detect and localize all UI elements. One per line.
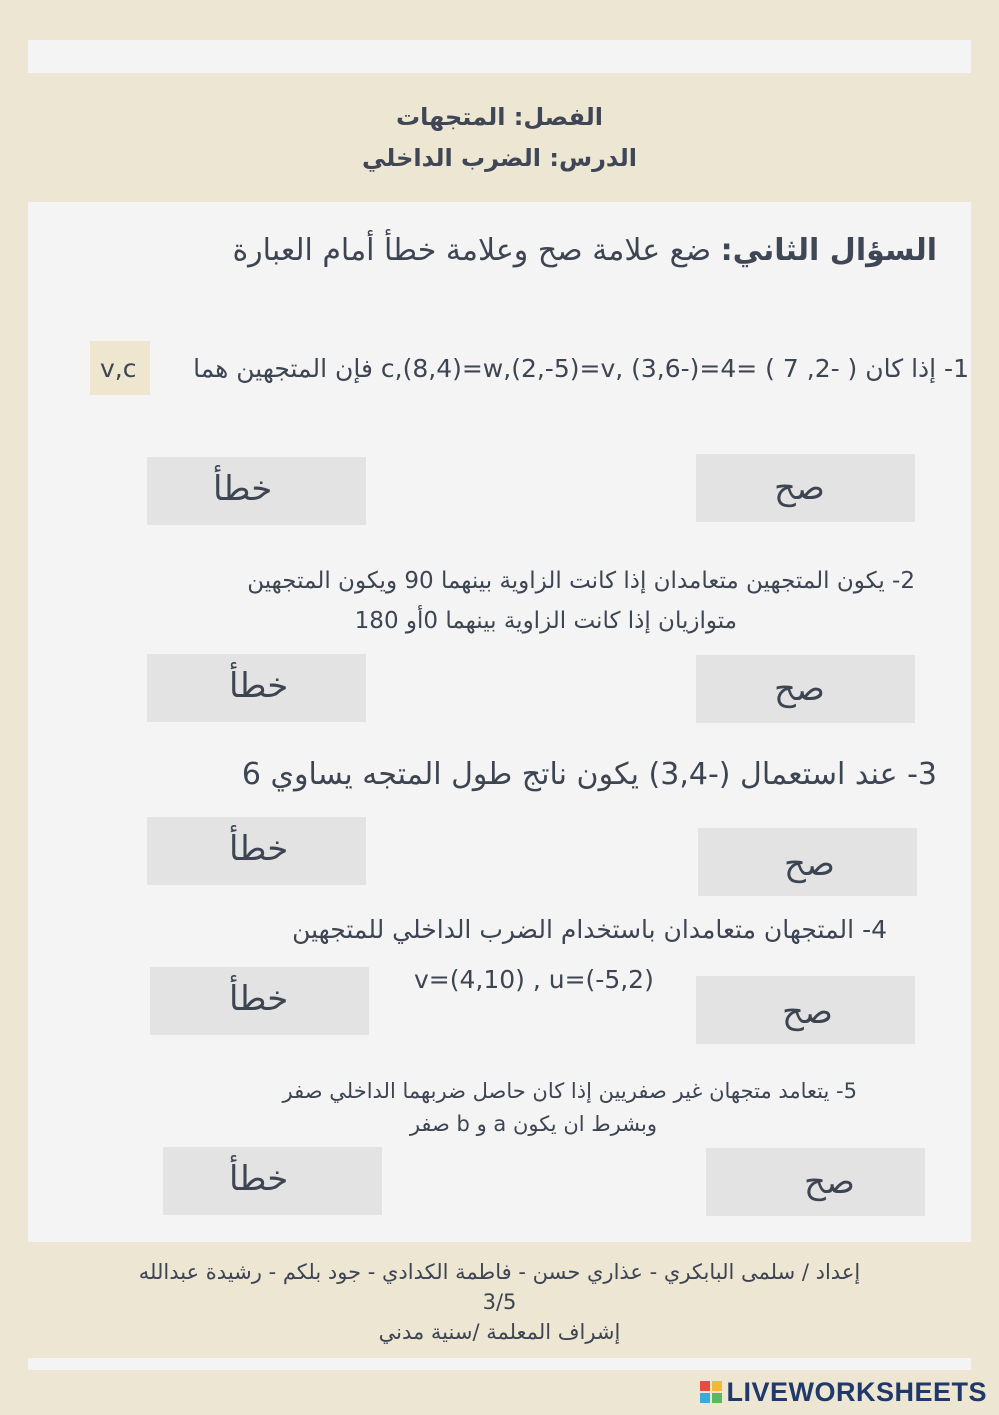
- item-3-false-button[interactable]: خطأ: [147, 817, 366, 885]
- authors-line: إعداد / سلمى البابكري - عذاري حسن - فاطمة الكدادي - جود بلكم - رشيدة عبدالله: [138, 1260, 861, 1284]
- item-1-text: 1- إذا كان ( -2, 7 ) =c,(8,4)=w,(2,-5)=v, (3,6-)=4 فإن المتجهين هما: [193, 354, 969, 383]
- item-3-text: 3- عند استعمال (-3,4) يكون ناتج طول المتجه يساوي 6: [241, 757, 937, 792]
- supervisor-line: إشراف المعلمة /سنية مدني: [378, 1320, 621, 1344]
- item-5-line-2: وبشرط ان يكون a و b صفر: [409, 1112, 657, 1136]
- item-1-true-button[interactable]: صح: [696, 454, 915, 522]
- item-1-false-button[interactable]: خطأ: [147, 457, 366, 525]
- logo-icon: [700, 1381, 722, 1403]
- liveworksheets-logo[interactable]: [700, 1376, 987, 1408]
- item-2-false-button[interactable]: خطأ: [147, 654, 366, 722]
- top-strip: [28, 40, 971, 73]
- item-4-line-1: 4- المتجهان متعامدان باستخدام الضرب الداخلي للمتجهين: [292, 915, 887, 944]
- item-4-line-2: v=(4,10) , u=(-5,2): [414, 965, 654, 994]
- item-2-true-button[interactable]: صح: [696, 655, 915, 723]
- lesson-title: الدرس: الضرب الداخلي: [362, 144, 637, 172]
- page-number: 3/5: [482, 1290, 517, 1314]
- logo-text: LIVEWORKSHEETS: [726, 1376, 987, 1407]
- item-5-true-button[interactable]: صح: [706, 1148, 925, 1216]
- question-label: السؤال الثاني:: [720, 233, 937, 268]
- item-5-false-button[interactable]: خطأ: [163, 1147, 382, 1215]
- item-5-line-1: 5- يتعامد متجهان غير صفريين إذا كان حاصل ضربهما الداخلي صفر: [282, 1079, 857, 1103]
- item-1-highlight-text: v,c: [100, 354, 137, 383]
- chapter-title: الفصل: المتجهات: [396, 103, 603, 131]
- question-instruction: ضع علامة صح وعلامة خطأ أمام العبارة: [232, 233, 712, 268]
- item-4-false-button[interactable]: خطأ: [150, 967, 369, 1035]
- question-heading: [232, 233, 937, 268]
- item-3-true-button[interactable]: صح: [698, 828, 917, 896]
- item-2-line-2: متوازيان إذا كانت الزاوية بينهما 0أو 180: [354, 608, 737, 634]
- item-4-true-button[interactable]: صح: [696, 976, 915, 1044]
- item-2-line-1: 2- يكون المتجهين متعامدان إذا كانت الزاوية بينهما 90 ويكون المتجهين: [247, 568, 915, 594]
- bottom-strip: [28, 1358, 971, 1370]
